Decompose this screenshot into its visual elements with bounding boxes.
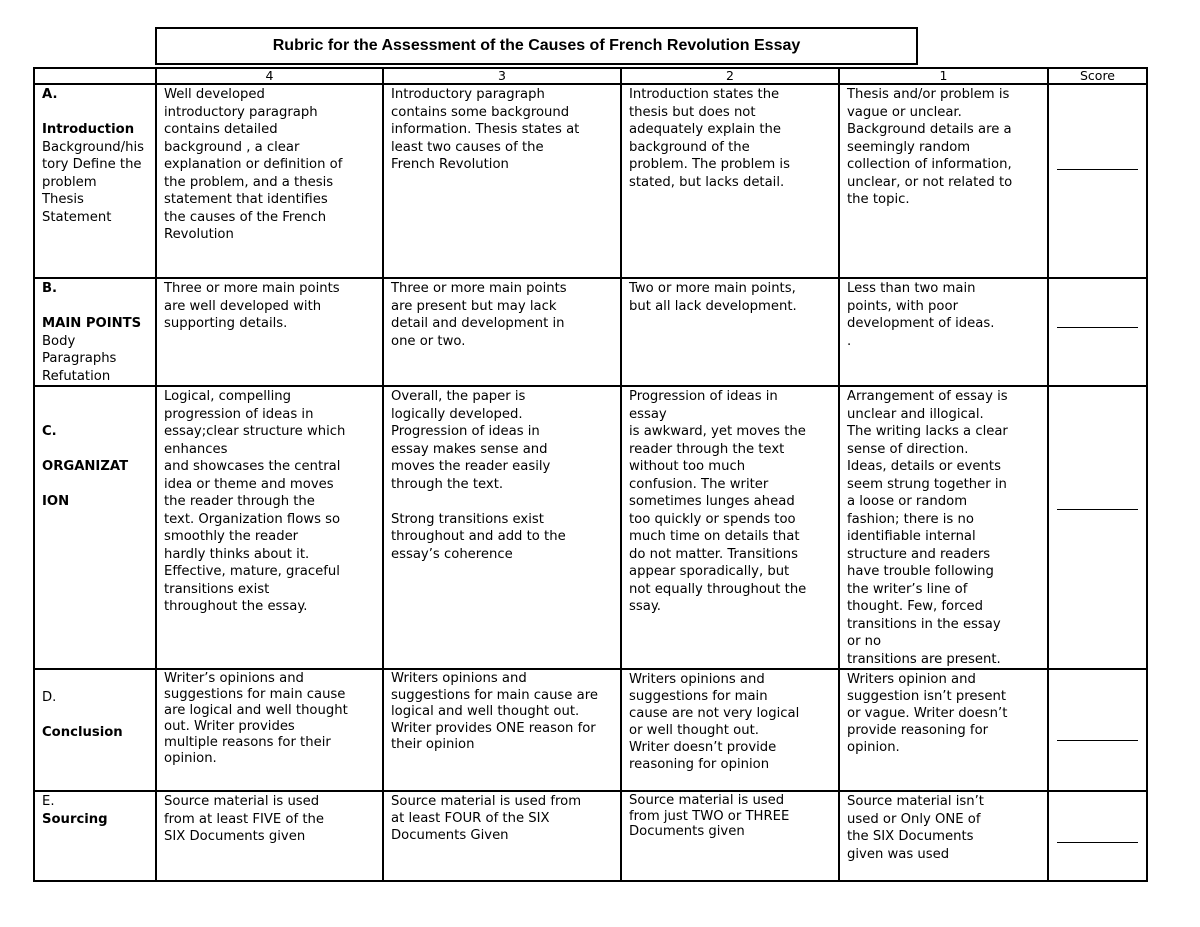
header-level-1: 1 — [839, 68, 1048, 84]
criteria-cell-level-1: Writers opinion and suggestion isn’t present or vague. Writer doesn’t provide reasoning for opinion. — [839, 669, 1048, 791]
criteria-cell-level-3: Overall, the paper is logically developed. Progression of ideas in essay makes sense and moves the reader easily through the text. Strong transitions exist throughout and add to the essay’s coherence — [383, 386, 621, 669]
criteria-cell-level-1: Arrangement of essay is unclear and illogical. The writing lacks a clear sense of direction. Ideas, details or events seem strung together in a loose or random fashion; there is no identifiable internal structure and readers have trouble following the writer’s line of thought. Few, forced transitions in the essay or no transitions are present. — [839, 386, 1048, 669]
category-subtitle: Background/his tory Define the problem Thesis Statement — [42, 139, 145, 225]
criteria-cell-level-4: Source material is used from at least FIVE of the SIX Documents given — [156, 791, 383, 881]
criteria-cell-level-2: Progression of ideas in essay is awkward, yet moves the reader through the text without too much confusion. The writer sometimes lunges ahead too quickly or spends too much time on details that do not matter. Transitions appear sporadically, but not equally throughout the ssay. — [621, 386, 839, 669]
criteria-cell-level-4: Writer’s opinions and suggestions for main cause are logical and well thought out. Writer provides multiple reasons for their opinion. — [156, 669, 383, 791]
criteria-cell-level-2: Writers opinions and suggestions for main cause are not very logical or well thought out. Writer doesn’t provide reasoning for opinion — [621, 669, 839, 791]
criteria-cell-level-3: Introductory paragraph contains some background information. Thesis states at least two causes of the French Revolution — [383, 84, 621, 278]
score-cell[interactable] — [1048, 278, 1147, 386]
category-name-continued: ION — [42, 494, 70, 509]
category-name: Conclusion — [42, 724, 123, 740]
category-subtitle: Body Paragraphs Refutation — [42, 333, 117, 384]
category-name: Introduction — [42, 122, 135, 137]
criteria-cell-level-2: Introduction states the thesis but does not adequately explain the background of the problem. The problem is stated, but lacks detail. — [621, 84, 839, 278]
category-letter: D. — [42, 689, 57, 705]
category-name: MAIN POINTS — [42, 316, 142, 331]
header-level-3: 3 — [383, 68, 621, 84]
category-letter: B. — [42, 281, 58, 296]
header-level-2: 2 — [621, 68, 839, 84]
page-title: Rubric for the Assessment of the Causes of French Revolution Essay — [155, 27, 918, 65]
header-score: Score — [1048, 68, 1147, 84]
category-cell — [34, 84, 156, 278]
score-blank-line — [1057, 327, 1138, 328]
criteria-cell-level-2: Two or more main points, but all lack development. — [621, 278, 839, 386]
score-cell[interactable] — [1048, 791, 1147, 881]
category-cell — [34, 669, 156, 791]
score-cell[interactable] — [1048, 84, 1147, 278]
criteria-cell-level-3: Writers opinions and suggestions for main cause are logical and well thought out. Writer provides ONE reason for their opinion — [383, 669, 621, 791]
score-cell[interactable] — [1048, 386, 1147, 669]
criteria-cell-level-3: Source material is used from at least FOUR of the SIX Documents Given — [383, 791, 621, 881]
criteria-cell-level-1: Less than two main points, with poor development of ideas. . — [839, 278, 1048, 386]
criteria-cell-level-1: Source material isn’t used or Only ONE of the SIX Documents given was used — [839, 791, 1048, 881]
criteria-cell-level-1: Thesis and/or problem is vague or unclear. Background details are a seemingly random collection of information, unclear, or not related to the topic. — [839, 84, 1048, 278]
criteria-cell-level-4: Logical, compelling progression of ideas in essay;clear structure which enhances and showcases the central idea or theme and moves the reader through the text. Organization flows so smoothly the reader hardly thinks about it. Effective, mature, graceful transitions exist throughout the essay. — [156, 386, 383, 669]
rubric-row-introduction — [34, 84, 1147, 278]
rubric-row-organization — [34, 386, 1147, 669]
rubric-row-sourcing — [34, 791, 1147, 881]
score-blank-line — [1057, 509, 1138, 510]
rubric-row-main-points — [34, 278, 1147, 386]
header-blank-cell — [34, 68, 156, 84]
rubric-row-conclusion — [34, 669, 1147, 791]
category-name: Sourcing — [42, 811, 108, 827]
criteria-cell-level-3: Three or more main points are present but may lack detail and development in one or two. — [383, 278, 621, 386]
category-name: ORGANIZAT — [42, 459, 129, 474]
category-letter: A. — [42, 87, 58, 102]
score-blank-line — [1057, 740, 1138, 741]
category-cell — [34, 278, 156, 386]
category-cell — [34, 791, 156, 881]
score-blank-line — [1057, 169, 1138, 170]
criteria-cell-level-4: Three or more main points are well developed with supporting details. — [156, 278, 383, 386]
score-blank-line — [1057, 842, 1138, 843]
rubric-table — [33, 67, 1148, 882]
criteria-cell-level-2: Source material is used from just TWO or THREE Documents given — [621, 791, 839, 881]
header-level-4: 4 — [156, 68, 383, 84]
criteria-cell-level-4: Well developed introductory paragraph contains detailed background , a clear explanation or definition of the problem, and a thesis statement that identifies the causes of the French Revolution — [156, 84, 383, 278]
score-cell[interactable] — [1048, 669, 1147, 791]
category-letter: E. — [42, 794, 55, 809]
category-cell — [34, 386, 156, 669]
category-letter: C. — [42, 424, 57, 439]
header-row — [34, 68, 1147, 84]
